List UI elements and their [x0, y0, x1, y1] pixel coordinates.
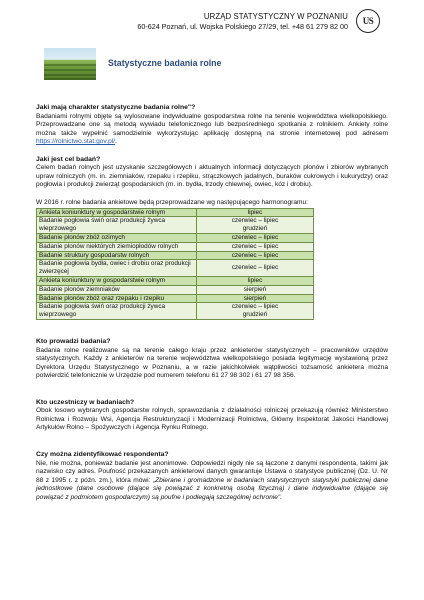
office-name: URZĄD STATYSTYCZNY W POZNANIU	[203, 12, 348, 21]
law-quote: „Zbierane i gromadzone w badaniach statystycznych statystyki publicznej dane jednostkowe (dane osobowe (dające się powiązać z konkretną osobą fizyczną) i dane indywidualne (dające się powiązać z podmiotem gospodarczym) są poufne i podlegają szczególnej ochronie".	[36, 476, 389, 501]
survey-app-link[interactable]: https://rolnictwo.stat.gov.pl/	[36, 138, 116, 146]
answer-who-conducts: Badania rolne realizowane są na terenie całego kraju przez ankieterów statystycznych – pracowników urzędów statystycznych. Każdy z ankieterów na terenie województwa wielkopolskiego posiada legitymację wystawioną przez Dyrektora Urzędu Statystycznego w Poznaniu, a w razie jakichkolwiek wątpliwości tożsamość ankietera można potwierdzić telefonicznie w Urzędzie pod numerem telefonu 61 27 98 302 i 61 27 98 356.	[36, 346, 388, 380]
answer-goal: Celem badań rolnych jest uzyskanie szczegółowych i aktualnych informacji dotyczących plonów i zbiorów wybranych upraw rolniczych (m. in. ziemniaków, rzepaku i rzepiku, strączkowych jadalnych, buraków cukrowych i kukurydzy) oraz pogłowia i produkcji zwierząt gospodarskich (m. in. bydła, trzody chlewnej, owiec, kóz i drobiu).	[36, 164, 388, 189]
question-participants: Kto uczestniczy w badaniach?	[36, 398, 135, 406]
survey-period: czerwiec – lipiec	[197, 242, 314, 251]
survey-period: czerwiec – lipiec	[197, 251, 314, 260]
survey-name: Badanie struktury gospodarstw rolnych	[37, 251, 197, 260]
survey-period: sierpień	[197, 285, 314, 294]
schedule-row	[37, 217, 314, 234]
schedule-row	[37, 233, 314, 242]
survey-period: sierpień	[197, 294, 314, 303]
answer-identification: Nie, nie można, ponieważ badanie jest anonimowe. Odpowiedzi nigdy nie są łączone z danymi respondenta, takimi jak nazwisko czy adres. Poufność przekazanych ankieterowi danych gwarantuje Ustawa o statystyce publicznej (Dz. U. Nr 88 z 1995 r. z późn. zm.), która mówi: „Zbierane i gromadzone w badaniach statystycznych statystyki publicznej dane jednostkowe (dane osobowe (dające się powiązać z konkretną osobą fizyczną) i dane indywidualne (dające się powiązać z podmiotem gospodarczym) są poufne i podlegają szczególnej ochronie".	[36, 459, 389, 501]
question-goal: Jaki jest cel badań?	[36, 155, 101, 163]
schedule-row	[37, 285, 314, 294]
office-logo	[356, 9, 380, 33]
office-address: 60-624 Poznań, ul. Wojska Polskiego 27/29, tel. +48 61 279 82 00	[137, 21, 348, 31]
survey-name: Badanie plonów niektórych ziemiopłodów rolnych	[37, 242, 197, 251]
survey-name: Badanie pogłowia bydła, owiec i drobiu oraz produkcji zwierzęcej	[37, 260, 197, 277]
question-character: Jaki mają charakter statystyczne badania rolne"?	[36, 104, 196, 111]
document-body	[36, 104, 388, 502]
survey-period: czerwiec – lipiec	[197, 260, 314, 277]
schedule-row	[37, 260, 314, 277]
schedule-row	[37, 251, 314, 260]
schedule-row	[37, 294, 314, 303]
schedule-row	[37, 242, 314, 251]
survey-name: Badanie pogłowia świń oraz produkcji żywca wieprzowego	[37, 217, 197, 234]
survey-name: Badanie plonów ziemniaków	[37, 285, 197, 294]
schedule-row	[37, 276, 314, 285]
answer-participants: Obok losowo wybranych gospodarstw rolnych, sprawozdania z działalności rolniczej przekazują również Ministerstwo Rolnictwa i Rozwoju Wsi, Agencja Restrukturyzacji i Modernizacji Rolnictwa, Główny Inspektorat Jakości Handlowej Artykułów Rolno – Spożywczych i Agencja Rynku Rolnego.	[36, 407, 388, 432]
survey-period: czerwiec – lipiec grudzień	[197, 217, 314, 234]
logo-text: US	[362, 16, 374, 26]
document-title: Statystyczne badania rolne	[108, 58, 222, 68]
survey-name: Badanie plonów zbóż oraz rzepaku i rzepiku	[37, 294, 197, 303]
page-header	[48, 12, 348, 31]
survey-name: Badanie pogłowia świń oraz produkcji żywca wieprzowego	[37, 303, 197, 320]
survey-period: lipiec	[197, 208, 314, 217]
question-identification: Czy można zidentyfikować respondenta?	[36, 450, 169, 458]
schedule-row	[37, 208, 314, 217]
field-photo	[44, 48, 96, 80]
survey-period: lipiec	[197, 276, 314, 285]
survey-name: Badanie plonów zbóż ozimych	[37, 233, 197, 242]
schedule-row	[37, 303, 314, 320]
survey-name: Ankieta koniunktury w gospodarstwie rolnym	[37, 208, 197, 217]
survey-name: Ankieta koniunktury w gospodarstwie rolnym	[37, 276, 197, 285]
survey-period: czerwiec – lipiec grudzień	[197, 303, 314, 320]
answer-character: Badaniami rolnymi objęte są wylosowane indywidualne gospodarstwa rolne na terenie województwa wielkopolskiego. Przeprowadzane one są metodą wywiadu telefonicznego lub bezpośredniego spotkania z rolnikiem. Ankiety rolne można także wypełnić samodzielnie wykorzystując aplikację dostępną na stronie internetowej pod adresem https://rolnictwo.stat.gov.pl/.	[36, 112, 388, 146]
survey-period: czerwiec – lipiec	[197, 233, 314, 242]
question-who-conducts: Kto prowadzi badania?	[36, 337, 111, 345]
schedule-intro: W 2016 r. rolne badania ankietowe będą przeprowadzane wg następującego harmonogramu:	[36, 199, 308, 207]
schedule-table	[36, 208, 314, 320]
